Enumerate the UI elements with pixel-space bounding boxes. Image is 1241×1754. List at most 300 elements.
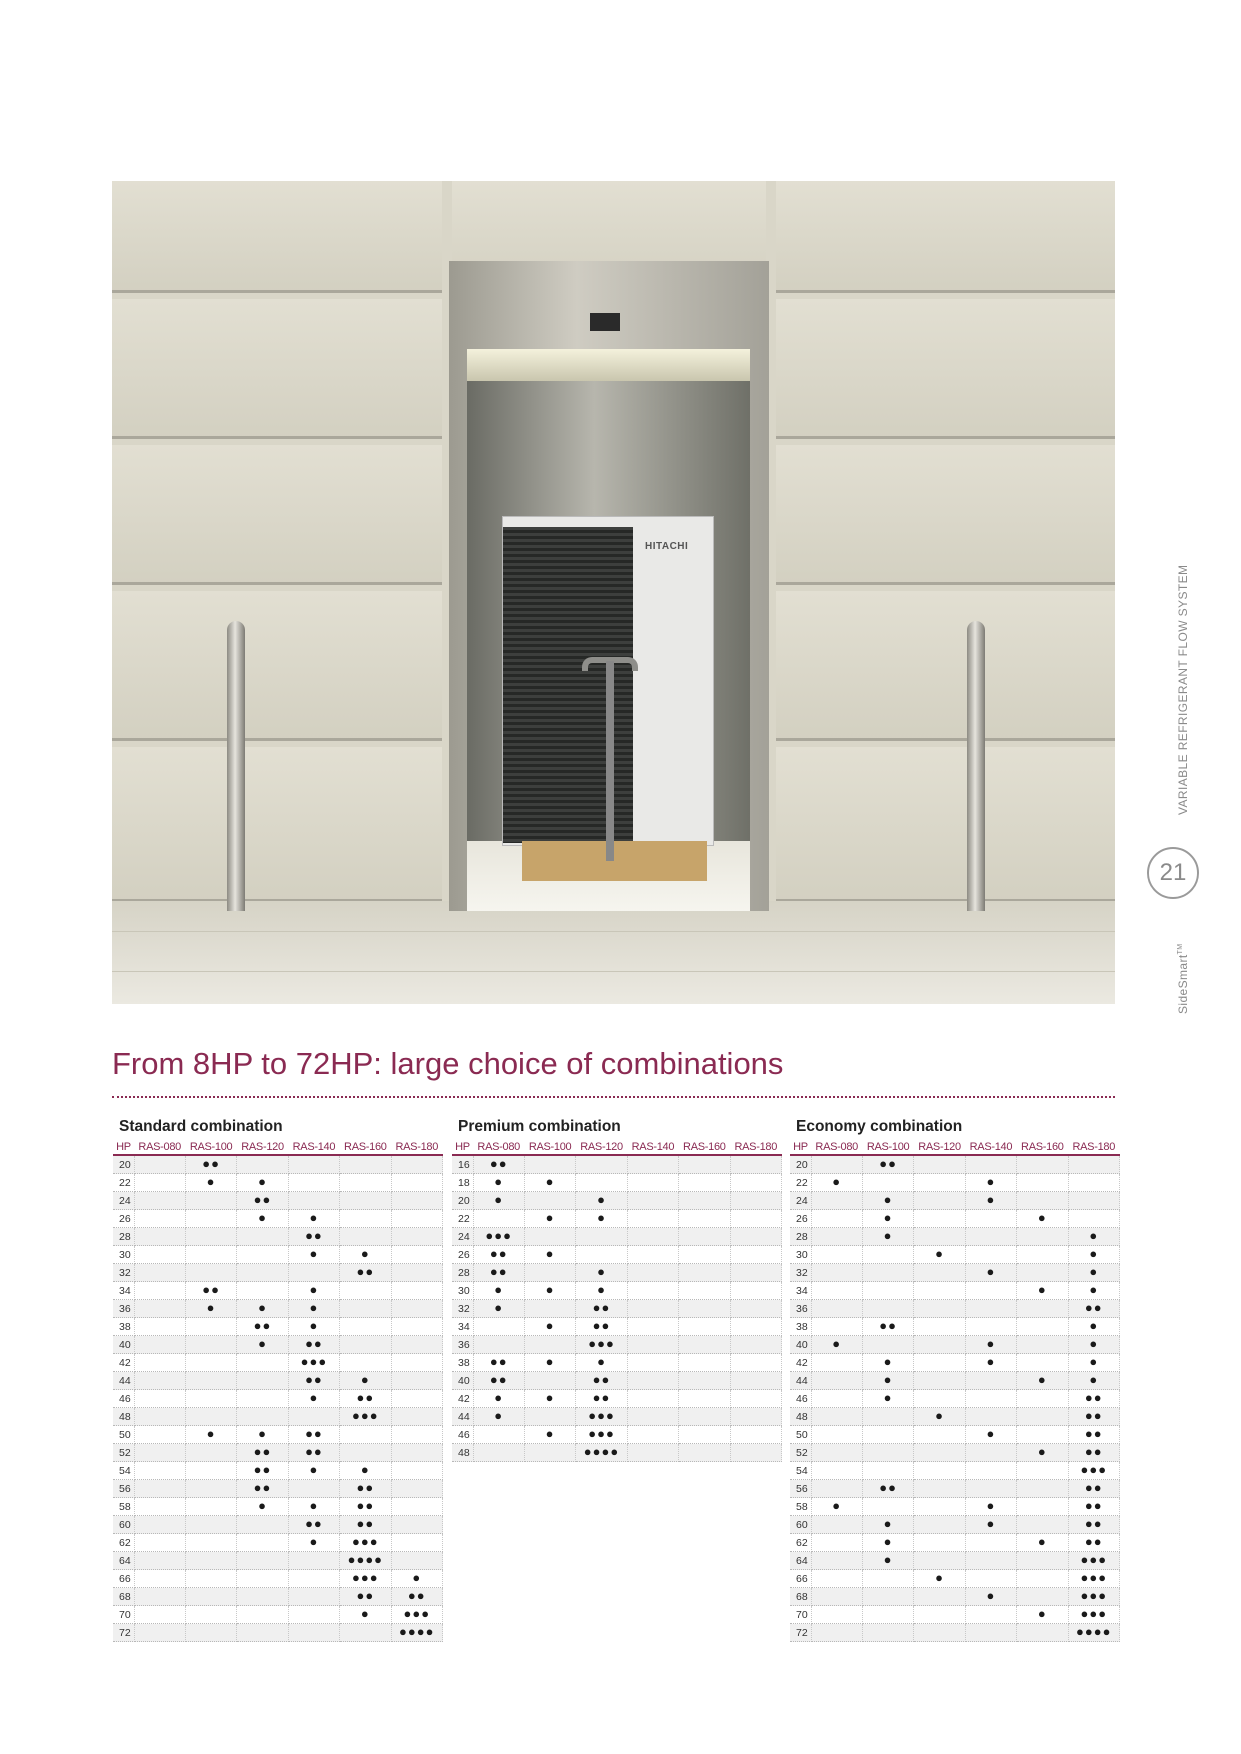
unit-count-cell — [288, 1606, 339, 1624]
unit-count-cell: ● — [473, 1282, 524, 1300]
unit-count-cell — [965, 1606, 1016, 1624]
unit-count-cell — [391, 1318, 442, 1336]
unit-count-cell — [914, 1480, 965, 1498]
unit-count-cell — [340, 1318, 391, 1336]
hp-cell: 22 — [452, 1210, 473, 1228]
unit-count-cell — [811, 1282, 862, 1300]
unit-count-cell — [185, 1390, 236, 1408]
unit-count-cell: ● — [862, 1372, 913, 1390]
unit-count-cell: ●● — [473, 1155, 524, 1174]
hp-cell: 44 — [790, 1372, 811, 1390]
hp-cell: 44 — [113, 1372, 134, 1390]
unit-count-cell — [134, 1588, 185, 1606]
unit-count-cell: ●● — [862, 1155, 913, 1174]
table-row — [790, 1444, 1120, 1462]
table-row — [790, 1174, 1120, 1192]
unit-count-cell — [914, 1426, 965, 1444]
unit-count-cell — [862, 1300, 913, 1318]
unit-count-cell — [134, 1462, 185, 1480]
unit-count-cell — [862, 1588, 913, 1606]
unit-count-cell — [811, 1210, 862, 1228]
unit-count-cell: ●●●● — [340, 1552, 391, 1570]
hp-cell: 60 — [113, 1516, 134, 1534]
unit-count-cell: ●●● — [340, 1570, 391, 1588]
hp-cell: 64 — [790, 1552, 811, 1570]
unit-count-cell — [1017, 1246, 1068, 1264]
table-row — [113, 1354, 443, 1372]
unit-count-cell — [134, 1300, 185, 1318]
unit-count-cell: ●●●● — [1068, 1624, 1119, 1642]
unit-count-cell: ● — [524, 1282, 575, 1300]
table-row — [452, 1210, 782, 1228]
unit-count-cell — [914, 1174, 965, 1192]
unit-count-cell — [914, 1498, 965, 1516]
unit-count-cell — [914, 1228, 965, 1246]
unit-count-cell — [1017, 1498, 1068, 1516]
unit-count-cell — [524, 1264, 575, 1282]
hp-cell: 46 — [790, 1390, 811, 1408]
column-header-ras-100: RAS-100 — [524, 1139, 575, 1155]
unit-count-cell — [288, 1155, 339, 1174]
unit-count-cell — [811, 1444, 862, 1462]
unit-count-cell — [288, 1552, 339, 1570]
unit-count-cell: ●● — [473, 1354, 524, 1372]
unit-count-cell — [134, 1174, 185, 1192]
unit-count-cell: ●●● — [391, 1606, 442, 1624]
unit-count-cell — [965, 1480, 1016, 1498]
unit-count-cell — [1017, 1624, 1068, 1642]
economy-combination — [790, 1118, 1120, 1642]
unit-count-cell: ● — [576, 1354, 627, 1372]
unit-count-cell: ● — [576, 1264, 627, 1282]
unit-count-cell: ● — [1068, 1246, 1119, 1264]
unit-count-cell — [185, 1624, 236, 1642]
unit-count-cell — [473, 1336, 524, 1354]
unit-count-cell — [288, 1192, 339, 1210]
unit-count-cell — [965, 1570, 1016, 1588]
unit-count-cell — [862, 1498, 913, 1516]
unit-count-cell — [627, 1444, 678, 1462]
unit-count-cell — [185, 1516, 236, 1534]
unit-count-cell — [914, 1372, 965, 1390]
unit-count-cell — [914, 1336, 965, 1354]
unit-count-cell — [185, 1570, 236, 1588]
table-row — [790, 1624, 1120, 1642]
hp-cell: 18 — [452, 1174, 473, 1192]
table-row — [113, 1534, 443, 1552]
unit-count-cell: ●●● — [1068, 1570, 1119, 1588]
unit-count-cell: ● — [288, 1210, 339, 1228]
unit-count-cell: ● — [811, 1498, 862, 1516]
unit-count-cell — [679, 1300, 730, 1318]
unit-count-cell: ● — [288, 1246, 339, 1264]
unit-count-cell — [730, 1390, 781, 1408]
table-row — [113, 1282, 443, 1300]
unit-count-cell: ● — [237, 1336, 288, 1354]
unit-count-cell — [524, 1336, 575, 1354]
unit-count-cell — [473, 1426, 524, 1444]
unit-count-cell — [134, 1480, 185, 1498]
unit-count-cell — [237, 1390, 288, 1408]
unit-count-cell — [185, 1264, 236, 1282]
unit-count-cell — [134, 1624, 185, 1642]
unit-count-cell — [1068, 1155, 1119, 1174]
unit-count-cell — [288, 1570, 339, 1588]
unit-count-cell: ●● — [576, 1318, 627, 1336]
column-header-ras-140: RAS-140 — [965, 1139, 1016, 1155]
unit-count-cell: ● — [391, 1570, 442, 1588]
hp-cell: 48 — [790, 1408, 811, 1426]
unit-count-cell: ●● — [1068, 1300, 1119, 1318]
table-row — [113, 1246, 443, 1264]
table-header — [452, 1139, 782, 1155]
unit-count-cell: ● — [524, 1246, 575, 1264]
unit-count-cell — [914, 1390, 965, 1408]
unit-count-cell — [679, 1444, 730, 1462]
unit-count-cell — [627, 1192, 678, 1210]
unit-count-cell — [237, 1354, 288, 1372]
unit-count-cell: ● — [524, 1318, 575, 1336]
unit-count-cell: ● — [576, 1192, 627, 1210]
unit-count-cell: ●● — [340, 1264, 391, 1282]
unit-count-cell — [965, 1210, 1016, 1228]
hp-cell: 58 — [113, 1498, 134, 1516]
page-number: 21 — [1147, 847, 1199, 899]
unit-count-cell: ● — [288, 1300, 339, 1318]
unit-count-cell — [473, 1210, 524, 1228]
unit-count-cell — [391, 1300, 442, 1318]
unit-count-cell: ● — [862, 1354, 913, 1372]
table-row — [452, 1155, 782, 1174]
unit-count-cell: ● — [862, 1228, 913, 1246]
hp-cell: 20 — [113, 1155, 134, 1174]
unit-count-cell — [185, 1606, 236, 1624]
unit-count-cell — [237, 1516, 288, 1534]
unit-count-cell — [134, 1264, 185, 1282]
unit-count-cell — [679, 1155, 730, 1174]
unit-count-cell — [391, 1498, 442, 1516]
unit-count-cell: ●● — [1068, 1444, 1119, 1462]
unit-count-cell — [391, 1480, 442, 1498]
unit-count-cell: ● — [1068, 1372, 1119, 1390]
unit-count-cell — [391, 1390, 442, 1408]
unit-count-cell — [965, 1155, 1016, 1174]
unit-count-cell: ●●● — [576, 1336, 627, 1354]
hp-cell: 70 — [790, 1606, 811, 1624]
table-row — [790, 1552, 1120, 1570]
hp-cell: 42 — [790, 1354, 811, 1372]
hp-cell: 28 — [113, 1228, 134, 1246]
table-row — [113, 1444, 443, 1462]
table-row — [790, 1246, 1120, 1264]
unit-count-cell — [391, 1552, 442, 1570]
unit-count-cell: ●● — [1068, 1498, 1119, 1516]
unit-count-cell — [185, 1192, 236, 1210]
unit-count-cell: ●● — [288, 1516, 339, 1534]
unit-count-cell: ● — [1017, 1372, 1068, 1390]
unit-count-cell — [391, 1155, 442, 1174]
unit-count-cell: ●● — [473, 1246, 524, 1264]
unit-count-cell: ● — [524, 1390, 575, 1408]
table-row — [113, 1516, 443, 1534]
table-row — [452, 1444, 782, 1462]
unit-count-cell — [627, 1282, 678, 1300]
unit-count-cell: ● — [1068, 1354, 1119, 1372]
unit-count-cell — [811, 1264, 862, 1282]
unit-count-cell — [965, 1246, 1016, 1264]
unit-count-cell — [237, 1282, 288, 1300]
hp-cell: 24 — [113, 1192, 134, 1210]
unit-count-cell: ● — [914, 1246, 965, 1264]
unit-count-cell: ● — [576, 1210, 627, 1228]
unit-count-cell: ● — [1068, 1336, 1119, 1354]
unit-count-cell — [811, 1462, 862, 1480]
unit-count-cell: ●● — [576, 1300, 627, 1318]
unit-count-cell — [340, 1174, 391, 1192]
table-row — [790, 1282, 1120, 1300]
unit-count-cell: ●● — [391, 1588, 442, 1606]
unit-count-cell — [185, 1408, 236, 1426]
unit-count-cell — [811, 1408, 862, 1426]
unit-count-cell — [134, 1246, 185, 1264]
hp-cell: 56 — [113, 1480, 134, 1498]
column-header-ras-120: RAS-120 — [914, 1139, 965, 1155]
unit-count-cell: ● — [1017, 1282, 1068, 1300]
unit-count-cell — [679, 1408, 730, 1426]
column-header-ras-100: RAS-100 — [185, 1139, 236, 1155]
hp-cell: 28 — [790, 1228, 811, 1246]
unit-count-cell — [811, 1228, 862, 1246]
unit-count-cell: ● — [237, 1174, 288, 1192]
unit-count-cell — [391, 1264, 442, 1282]
unit-count-cell: ● — [340, 1246, 391, 1264]
unit-count-cell — [288, 1624, 339, 1642]
unit-count-cell — [679, 1390, 730, 1408]
unit-count-cell — [730, 1155, 781, 1174]
unit-count-cell — [340, 1444, 391, 1462]
unit-count-cell — [185, 1588, 236, 1606]
unit-count-cell — [811, 1552, 862, 1570]
table-row — [790, 1480, 1120, 1498]
unit-count-cell — [811, 1192, 862, 1210]
table-row — [113, 1192, 443, 1210]
unit-count-cell — [524, 1228, 575, 1246]
unit-count-cell — [679, 1282, 730, 1300]
unit-count-cell: ●●● — [1068, 1606, 1119, 1624]
table-row — [113, 1408, 443, 1426]
unit-count-cell — [730, 1282, 781, 1300]
unit-count-cell: ● — [862, 1516, 913, 1534]
unit-count-cell — [237, 1624, 288, 1642]
table-row — [113, 1462, 443, 1480]
unit-count-cell — [914, 1210, 965, 1228]
unit-count-cell — [134, 1155, 185, 1174]
table-title: Standard combination — [119, 1118, 283, 1135]
unit-count-cell — [862, 1264, 913, 1282]
unit-count-cell — [134, 1534, 185, 1552]
unit-count-cell — [237, 1552, 288, 1570]
hp-cell: 38 — [790, 1318, 811, 1336]
table-row — [790, 1534, 1120, 1552]
unit-count-cell — [914, 1444, 965, 1462]
hp-cell: 54 — [790, 1462, 811, 1480]
table-row — [452, 1282, 782, 1300]
unit-count-cell: ●● — [288, 1444, 339, 1462]
unit-count-cell: ●● — [340, 1498, 391, 1516]
unit-count-cell — [576, 1155, 627, 1174]
unit-count-cell — [914, 1606, 965, 1624]
unit-count-cell — [811, 1534, 862, 1552]
hp-cell: 22 — [790, 1174, 811, 1192]
unit-count-cell — [473, 1444, 524, 1462]
table-row — [452, 1264, 782, 1282]
unit-count-cell — [237, 1228, 288, 1246]
table-row — [113, 1390, 443, 1408]
unit-count-cell — [391, 1462, 442, 1480]
heading-divider — [112, 1096, 1115, 1098]
column-header-ras-100: RAS-100 — [862, 1139, 913, 1155]
unit-count-cell: ● — [1017, 1606, 1068, 1624]
table-row — [113, 1318, 443, 1336]
unit-count-cell — [134, 1498, 185, 1516]
unit-count-cell — [1017, 1516, 1068, 1534]
unit-count-cell — [627, 1372, 678, 1390]
unit-count-cell — [627, 1174, 678, 1192]
unit-count-cell: ● — [185, 1174, 236, 1192]
hp-cell: 72 — [790, 1624, 811, 1642]
table-row — [452, 1246, 782, 1264]
unit-count-cell — [576, 1228, 627, 1246]
unit-count-cell — [862, 1426, 913, 1444]
unit-count-cell — [914, 1462, 965, 1480]
unit-count-cell: ● — [965, 1336, 1016, 1354]
unit-count-cell — [627, 1336, 678, 1354]
hp-cell: 50 — [790, 1426, 811, 1444]
unit-count-cell: ● — [1068, 1264, 1119, 1282]
table-row — [790, 1336, 1120, 1354]
unit-count-cell: ● — [288, 1318, 339, 1336]
unit-count-cell — [134, 1570, 185, 1588]
unit-count-cell — [1017, 1354, 1068, 1372]
unit-count-cell: ● — [965, 1588, 1016, 1606]
unit-count-cell — [965, 1534, 1016, 1552]
column-header-ras-160: RAS-160 — [1017, 1139, 1068, 1155]
unit-count-cell: ● — [185, 1300, 236, 1318]
unit-count-cell — [185, 1534, 236, 1552]
unit-count-cell: ● — [965, 1426, 1016, 1444]
hp-cell: 34 — [452, 1318, 473, 1336]
unit-count-cell — [730, 1318, 781, 1336]
hp-cell: 32 — [113, 1264, 134, 1282]
hp-cell: 34 — [113, 1282, 134, 1300]
brand-name: SideSmart™ — [1176, 943, 1190, 1014]
unit-count-cell: ●●● — [473, 1228, 524, 1246]
table-row — [452, 1372, 782, 1390]
unit-count-cell — [134, 1552, 185, 1570]
unit-count-cell — [1017, 1318, 1068, 1336]
column-header-ras-160: RAS-160 — [340, 1139, 391, 1155]
unit-count-cell — [524, 1300, 575, 1318]
floor-display — [590, 313, 620, 331]
unit-count-cell — [965, 1228, 1016, 1246]
hp-cell: 46 — [113, 1390, 134, 1408]
unit-count-cell: ●●● — [576, 1426, 627, 1444]
unit-count-cell — [524, 1372, 575, 1390]
unit-count-cell — [237, 1588, 288, 1606]
unit-count-cell — [811, 1588, 862, 1606]
unit-count-cell — [391, 1516, 442, 1534]
unit-count-cell: ● — [811, 1336, 862, 1354]
column-header-ras-180: RAS-180 — [1068, 1139, 1119, 1155]
unit-count-cell — [914, 1534, 965, 1552]
bollard-right — [967, 621, 985, 911]
unit-count-cell — [965, 1372, 1016, 1390]
unit-count-cell — [811, 1246, 862, 1264]
table-row — [790, 1570, 1120, 1588]
unit-count-cell — [340, 1624, 391, 1642]
table-row — [452, 1300, 782, 1318]
unit-count-cell — [391, 1444, 442, 1462]
unit-count-cell: ● — [288, 1462, 339, 1480]
unit-count-cell — [965, 1390, 1016, 1408]
table-row — [452, 1192, 782, 1210]
hp-cell: 26 — [452, 1246, 473, 1264]
page-title: From 8HP to 72HP: large choice of combinations — [112, 1046, 784, 1081]
unit-count-cell: ●● — [862, 1318, 913, 1336]
unit-count-cell — [288, 1588, 339, 1606]
unit-count-cell — [524, 1192, 575, 1210]
unit-count-cell — [185, 1246, 236, 1264]
unit-count-cell — [1068, 1174, 1119, 1192]
unit-count-cell — [862, 1408, 913, 1426]
unit-count-cell: ● — [1068, 1228, 1119, 1246]
table-row — [113, 1228, 443, 1246]
column-header-ras-120: RAS-120 — [576, 1139, 627, 1155]
unit-count-cell — [185, 1336, 236, 1354]
unit-count-cell: ●●●● — [576, 1444, 627, 1462]
unit-count-cell — [679, 1264, 730, 1282]
unit-count-cell — [391, 1228, 442, 1246]
unit-count-cell — [811, 1570, 862, 1588]
unit-count-cell — [965, 1318, 1016, 1336]
hp-cell: 44 — [452, 1408, 473, 1426]
unit-count-cell: ● — [965, 1498, 1016, 1516]
hp-cell: 36 — [790, 1300, 811, 1318]
unit-count-cell — [679, 1318, 730, 1336]
unit-count-cell — [340, 1282, 391, 1300]
unit-count-cell: ● — [862, 1192, 913, 1210]
unit-count-cell: ● — [340, 1372, 391, 1390]
unit-count-cell — [730, 1300, 781, 1318]
unit-count-cell — [627, 1228, 678, 1246]
unit-count-cell — [391, 1372, 442, 1390]
unit-count-cell — [237, 1155, 288, 1174]
combination-table — [790, 1139, 1120, 1642]
unit-count-cell — [730, 1336, 781, 1354]
unit-count-cell — [862, 1282, 913, 1300]
unit-count-cell: ●● — [1068, 1426, 1119, 1444]
unit-count-cell — [185, 1372, 236, 1390]
unit-count-cell — [340, 1192, 391, 1210]
hero-photo — [112, 181, 1115, 1004]
unit-count-cell — [965, 1444, 1016, 1462]
hp-cell: 30 — [790, 1246, 811, 1264]
unit-count-cell — [914, 1516, 965, 1534]
unit-count-cell — [391, 1408, 442, 1426]
unit-count-cell: ●● — [473, 1264, 524, 1282]
table-row — [790, 1498, 1120, 1516]
table-row — [113, 1480, 443, 1498]
